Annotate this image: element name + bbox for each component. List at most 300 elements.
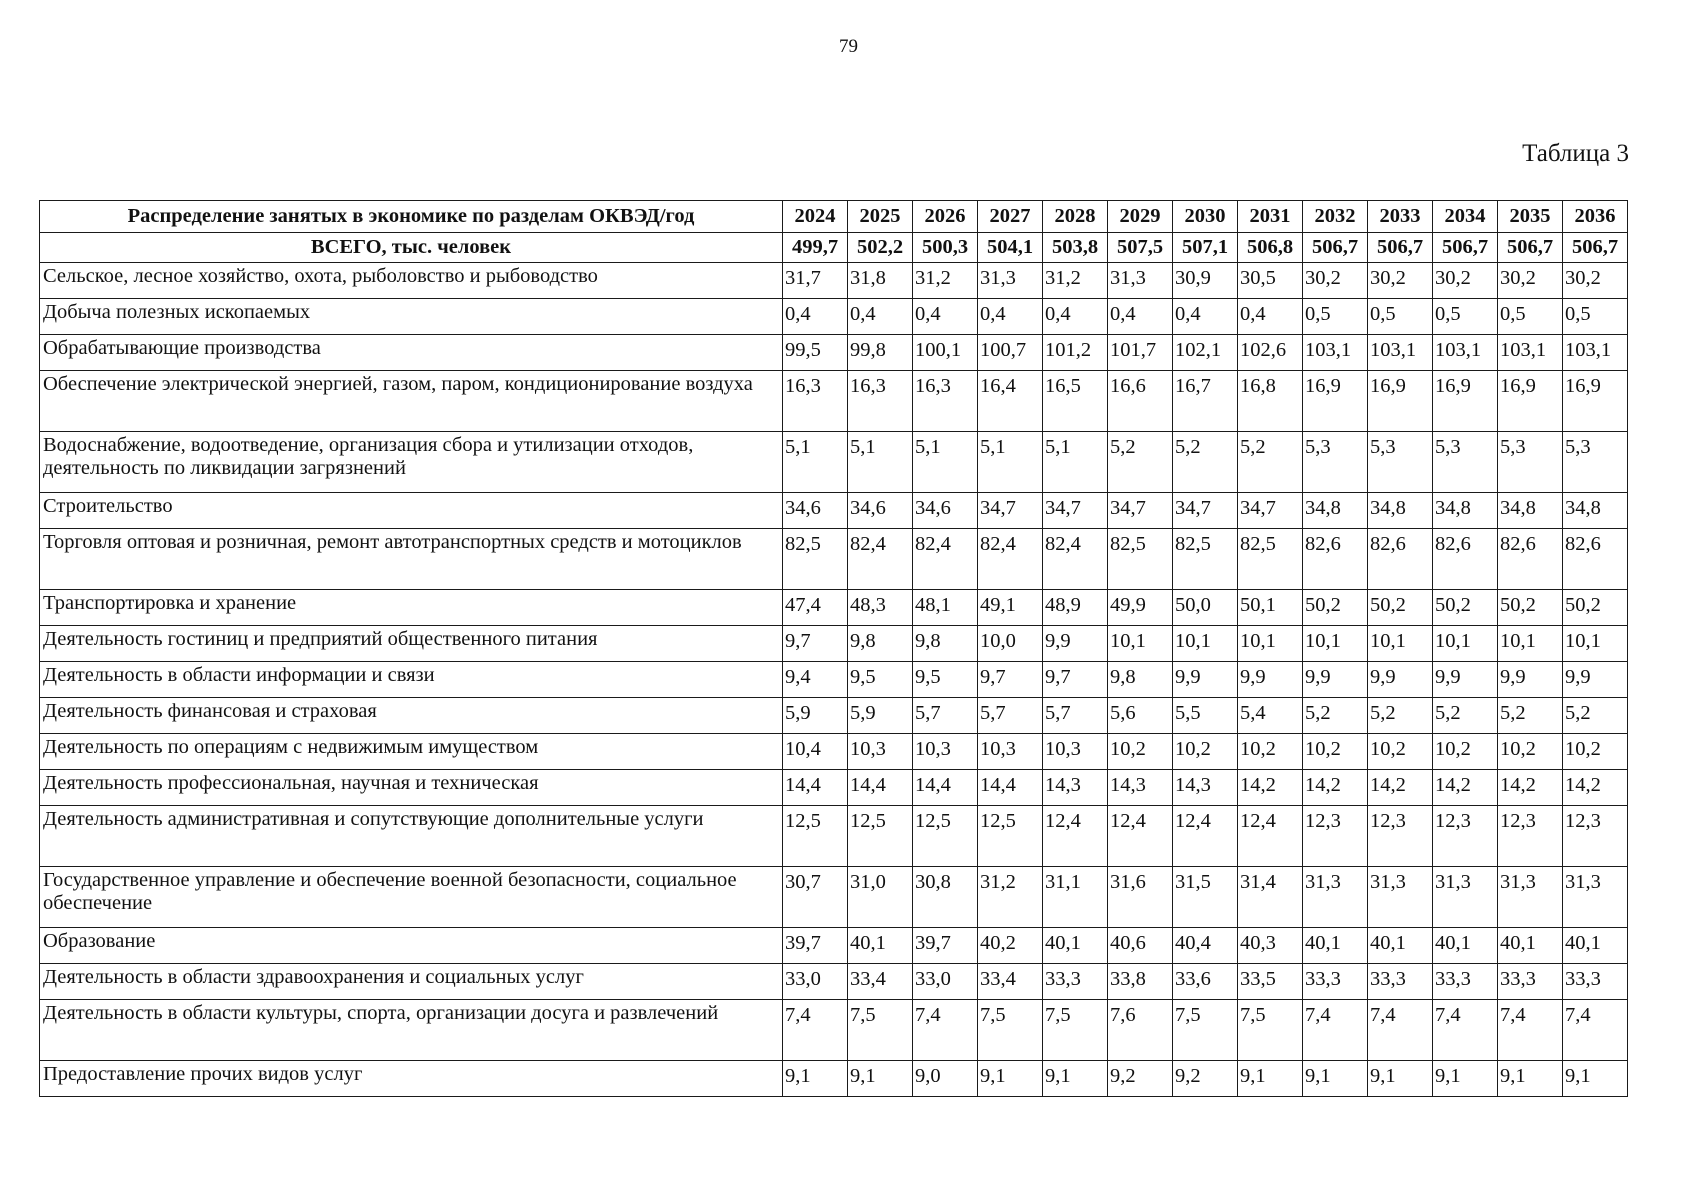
cell-value: 16,9 (1498, 371, 1563, 432)
row-label: Предоставление прочих видов услуг (40, 1061, 783, 1097)
cell-value: 9,9 (1563, 662, 1628, 698)
year-header: 2024 (783, 201, 848, 233)
cell-value: 102,1 (1173, 335, 1238, 371)
cell-value: 10,0 (978, 626, 1043, 662)
cell-value: 103,1 (1433, 335, 1498, 371)
cell-value: 30,2 (1498, 263, 1563, 299)
cell-value: 33,3 (1433, 964, 1498, 1000)
cell-value: 9,5 (848, 662, 913, 698)
cell-value: 40,1 (1303, 928, 1368, 964)
cell-value: 40,2 (978, 928, 1043, 964)
cell-value: 33,4 (848, 964, 913, 1000)
table-row (40, 626, 1628, 662)
cell-value: 7,4 (913, 1000, 978, 1061)
cell-value: 7,5 (978, 1000, 1043, 1061)
cell-value: 12,4 (1043, 806, 1108, 867)
cell-value: 99,8 (848, 335, 913, 371)
cell-value: 39,7 (783, 928, 848, 964)
cell-value: 16,3 (848, 371, 913, 432)
cell-value: 12,5 (913, 806, 978, 867)
cell-value: 31,1 (1043, 867, 1108, 928)
row-label: Деятельность по операциям с недвижимым имуществом (40, 734, 783, 770)
cell-value: 16,6 (1108, 371, 1173, 432)
cell-value: 5,1 (783, 432, 848, 493)
cell-value: 16,9 (1368, 371, 1433, 432)
cell-value: 9,1 (783, 1061, 848, 1097)
cell-value: 9,1 (1498, 1061, 1563, 1097)
row-label: Транспортировка и хранение (40, 590, 783, 626)
cell-value: 5,2 (1303, 698, 1368, 734)
cell-value: 12,4 (1238, 806, 1303, 867)
year-header: 2035 (1498, 201, 1563, 233)
cell-value: 31,3 (1433, 867, 1498, 928)
cell-value: 10,4 (783, 734, 848, 770)
row-label: Деятельность в области культуры, спорта, организации досуга и развлечений (40, 1000, 783, 1061)
page-number: 79 (839, 36, 858, 57)
cell-value: 14,2 (1498, 770, 1563, 806)
cell-value: 5,3 (1303, 432, 1368, 493)
table-row (40, 299, 1628, 335)
cell-value: 14,3 (1108, 770, 1173, 806)
cell-value: 10,1 (1238, 626, 1303, 662)
cell-value: 40,3 (1238, 928, 1303, 964)
cell-value: 5,9 (783, 698, 848, 734)
cell-value: 33,5 (1238, 964, 1303, 1000)
cell-value: 82,4 (848, 529, 913, 590)
year-header: 2032 (1303, 201, 1368, 233)
total-value: 503,8 (1043, 233, 1108, 263)
cell-value: 10,2 (1173, 734, 1238, 770)
cell-value: 10,1 (1303, 626, 1368, 662)
cell-value: 30,2 (1563, 263, 1628, 299)
cell-value: 9,8 (913, 626, 978, 662)
cell-value: 12,5 (783, 806, 848, 867)
cell-value: 10,2 (1238, 734, 1303, 770)
cell-value: 49,9 (1108, 590, 1173, 626)
cell-value: 10,2 (1498, 734, 1563, 770)
cell-value: 30,7 (783, 867, 848, 928)
cell-value: 10,2 (1108, 734, 1173, 770)
table-row (40, 1000, 1628, 1061)
cell-value: 5,1 (913, 432, 978, 493)
cell-value: 40,1 (848, 928, 913, 964)
cell-value: 12,4 (1108, 806, 1173, 867)
cell-value: 5,1 (848, 432, 913, 493)
cell-value: 82,6 (1303, 529, 1368, 590)
cell-value: 9,7 (978, 662, 1043, 698)
total-value: 507,1 (1173, 233, 1238, 263)
cell-value: 14,3 (1173, 770, 1238, 806)
cell-value: 103,1 (1368, 335, 1433, 371)
total-value: 499,7 (783, 233, 848, 263)
cell-value: 82,6 (1563, 529, 1628, 590)
cell-value: 9,1 (1563, 1061, 1628, 1097)
cell-value: 7,5 (1238, 1000, 1303, 1061)
cell-value: 9,2 (1108, 1061, 1173, 1097)
header-label: Распределение занятых в экономике по разделам ОКВЭД/год (40, 201, 783, 233)
cell-value: 16,9 (1303, 371, 1368, 432)
total-label: ВСЕГО, тыс. человек (40, 233, 783, 263)
cell-value: 48,9 (1043, 590, 1108, 626)
cell-value: 14,2 (1433, 770, 1498, 806)
cell-value: 16,9 (1563, 371, 1628, 432)
cell-value: 7,4 (1368, 1000, 1433, 1061)
cell-value: 40,1 (1368, 928, 1433, 964)
cell-value: 10,1 (1433, 626, 1498, 662)
cell-value: 34,8 (1498, 493, 1563, 529)
cell-value: 9,9 (1238, 662, 1303, 698)
cell-value: 82,5 (1238, 529, 1303, 590)
row-label: Добыча полезных ископаемых (40, 299, 783, 335)
cell-value: 0,4 (848, 299, 913, 335)
cell-value: 0,5 (1563, 299, 1628, 335)
cell-value: 102,6 (1238, 335, 1303, 371)
cell-value: 0,5 (1368, 299, 1433, 335)
cell-value: 0,5 (1303, 299, 1368, 335)
cell-value: 9,5 (913, 662, 978, 698)
cell-value: 103,1 (1563, 335, 1628, 371)
cell-value: 9,9 (1368, 662, 1433, 698)
row-label: Сельское, лесное хозяйство, охота, рыболовство и рыбоводство (40, 263, 783, 299)
total-value: 500,3 (913, 233, 978, 263)
cell-value: 5,2 (1433, 698, 1498, 734)
cell-value: 16,7 (1173, 371, 1238, 432)
cell-value: 99,5 (783, 335, 848, 371)
cell-value: 34,7 (1173, 493, 1238, 529)
cell-value: 82,5 (1173, 529, 1238, 590)
cell-value: 50,1 (1238, 590, 1303, 626)
cell-value: 0,4 (913, 299, 978, 335)
year-header: 2026 (913, 201, 978, 233)
cell-value: 14,2 (1368, 770, 1433, 806)
cell-value: 9,9 (1043, 626, 1108, 662)
cell-value: 9,8 (848, 626, 913, 662)
table-row (40, 964, 1628, 1000)
cell-value: 12,3 (1433, 806, 1498, 867)
cell-value: 33,0 (783, 964, 848, 1000)
table-row (40, 928, 1628, 964)
cell-value: 12,5 (848, 806, 913, 867)
cell-value: 12,3 (1563, 806, 1628, 867)
cell-value: 34,6 (783, 493, 848, 529)
cell-value: 34,7 (1108, 493, 1173, 529)
table-row (40, 335, 1628, 371)
table-row (40, 529, 1628, 590)
cell-value: 31,3 (1303, 867, 1368, 928)
cell-value: 40,1 (1433, 928, 1498, 964)
cell-value: 10,2 (1368, 734, 1433, 770)
cell-value: 16,4 (978, 371, 1043, 432)
cell-value: 5,6 (1108, 698, 1173, 734)
year-header: 2029 (1108, 201, 1173, 233)
cell-value: 5,2 (1173, 432, 1238, 493)
cell-value: 10,1 (1368, 626, 1433, 662)
cell-value: 16,8 (1238, 371, 1303, 432)
cell-value: 39,7 (913, 928, 978, 964)
cell-value: 10,2 (1433, 734, 1498, 770)
cell-value: 10,3 (913, 734, 978, 770)
year-header: 2030 (1173, 201, 1238, 233)
cell-value: 9,7 (783, 626, 848, 662)
cell-value: 40,1 (1498, 928, 1563, 964)
cell-value: 16,5 (1043, 371, 1108, 432)
cell-value: 31,2 (913, 263, 978, 299)
row-label: Деятельность гостиниц и предприятий общественного питания (40, 626, 783, 662)
cell-value: 9,9 (1173, 662, 1238, 698)
year-header: 2025 (848, 201, 913, 233)
row-label: Обрабатывающие производства (40, 335, 783, 371)
cell-value: 10,3 (978, 734, 1043, 770)
cell-value: 14,4 (783, 770, 848, 806)
cell-value: 33,3 (1043, 964, 1108, 1000)
cell-value: 9,9 (1433, 662, 1498, 698)
cell-value: 7,5 (1173, 1000, 1238, 1061)
cell-value: 9,2 (1173, 1061, 1238, 1097)
cell-value: 40,1 (1043, 928, 1108, 964)
cell-value: 10,3 (1043, 734, 1108, 770)
cell-value: 7,5 (848, 1000, 913, 1061)
cell-value: 0,4 (1043, 299, 1108, 335)
cell-value: 5,2 (1563, 698, 1628, 734)
cell-value: 16,3 (913, 371, 978, 432)
cell-value: 101,2 (1043, 335, 1108, 371)
table-caption: Таблица 3 (1522, 140, 1629, 167)
cell-value: 82,4 (978, 529, 1043, 590)
row-label: Строительство (40, 493, 783, 529)
cell-value: 31,3 (1108, 263, 1173, 299)
year-header: 2033 (1368, 201, 1433, 233)
cell-value: 12,5 (978, 806, 1043, 867)
cell-value: 5,2 (1108, 432, 1173, 493)
cell-value: 31,0 (848, 867, 913, 928)
cell-value: 82,6 (1433, 529, 1498, 590)
cell-value: 0,4 (1108, 299, 1173, 335)
cell-value: 48,3 (848, 590, 913, 626)
cell-value: 9,9 (1498, 662, 1563, 698)
cell-value: 14,2 (1303, 770, 1368, 806)
cell-value: 5,9 (848, 698, 913, 734)
cell-value: 82,5 (1108, 529, 1173, 590)
cell-value: 10,1 (1173, 626, 1238, 662)
table-row (40, 493, 1628, 529)
cell-value: 9,1 (1238, 1061, 1303, 1097)
cell-value: 10,1 (1498, 626, 1563, 662)
row-label: Деятельность в области информации и связи (40, 662, 783, 698)
cell-value: 7,4 (783, 1000, 848, 1061)
cell-value: 12,3 (1368, 806, 1433, 867)
cell-value: 10,3 (848, 734, 913, 770)
cell-value: 34,7 (978, 493, 1043, 529)
cell-value: 34,7 (1238, 493, 1303, 529)
cell-value: 34,8 (1303, 493, 1368, 529)
cell-value: 50,2 (1563, 590, 1628, 626)
cell-value: 14,4 (848, 770, 913, 806)
cell-value: 31,7 (783, 263, 848, 299)
cell-value: 5,2 (1238, 432, 1303, 493)
cell-value: 9,4 (783, 662, 848, 698)
cell-value: 82,6 (1368, 529, 1433, 590)
cell-value: 103,1 (1303, 335, 1368, 371)
cell-value: 10,2 (1303, 734, 1368, 770)
table-row (40, 806, 1628, 867)
cell-value: 47,4 (783, 590, 848, 626)
table-row (40, 867, 1628, 928)
row-label: Деятельность в области здравоохранения и социальных услуг (40, 964, 783, 1000)
table-row (40, 770, 1628, 806)
cell-value: 7,4 (1303, 1000, 1368, 1061)
cell-value: 9,0 (913, 1061, 978, 1097)
cell-value: 7,4 (1433, 1000, 1498, 1061)
cell-value: 0,5 (1433, 299, 1498, 335)
cell-value: 30,9 (1173, 263, 1238, 299)
cell-value: 31,3 (1368, 867, 1433, 928)
table-row (40, 371, 1628, 432)
cell-value: 30,5 (1238, 263, 1303, 299)
employment-table (39, 200, 1628, 1097)
row-label: Торговля оптовая и розничная, ремонт автотранспортных средств и мотоциклов (40, 529, 783, 590)
cell-value: 12,3 (1498, 806, 1563, 867)
cell-value: 0,4 (978, 299, 1043, 335)
cell-value: 31,3 (1563, 867, 1628, 928)
cell-value: 0,4 (1238, 299, 1303, 335)
header-row (40, 201, 1628, 233)
cell-value: 33,8 (1108, 964, 1173, 1000)
cell-value: 16,3 (783, 371, 848, 432)
total-value: 506,7 (1368, 233, 1433, 263)
cell-value: 5,5 (1173, 698, 1238, 734)
cell-value: 33,6 (1173, 964, 1238, 1000)
year-header: 2027 (978, 201, 1043, 233)
cell-value: 30,2 (1368, 263, 1433, 299)
cell-value: 9,9 (1303, 662, 1368, 698)
cell-value: 9,1 (1368, 1061, 1433, 1097)
cell-value: 31,8 (848, 263, 913, 299)
cell-value: 82,6 (1498, 529, 1563, 590)
cell-value: 50,2 (1368, 590, 1433, 626)
cell-value: 0,4 (783, 299, 848, 335)
total-value: 506,8 (1238, 233, 1303, 263)
total-value: 502,2 (848, 233, 913, 263)
cell-value: 7,5 (1043, 1000, 1108, 1061)
cell-value: 33,3 (1563, 964, 1628, 1000)
cell-value: 5,2 (1368, 698, 1433, 734)
year-header: 2034 (1433, 201, 1498, 233)
year-header: 2031 (1238, 201, 1303, 233)
cell-value: 9,1 (848, 1061, 913, 1097)
cell-value: 5,1 (1043, 432, 1108, 493)
cell-value: 9,1 (1303, 1061, 1368, 1097)
cell-value: 9,1 (978, 1061, 1043, 1097)
cell-value: 40,4 (1173, 928, 1238, 964)
cell-value: 31,3 (978, 263, 1043, 299)
total-value: 504,1 (978, 233, 1043, 263)
cell-value: 31,5 (1173, 867, 1238, 928)
cell-value: 40,6 (1108, 928, 1173, 964)
cell-value: 9,7 (1043, 662, 1108, 698)
cell-value: 34,8 (1433, 493, 1498, 529)
cell-value: 34,7 (1043, 493, 1108, 529)
cell-value: 50,2 (1433, 590, 1498, 626)
cell-value: 5,4 (1238, 698, 1303, 734)
cell-value: 50,0 (1173, 590, 1238, 626)
year-header: 2036 (1563, 201, 1628, 233)
cell-value: 82,5 (783, 529, 848, 590)
row-label: Обеспечение электрической энергией, газом, паром, кондиционирование воздуха (40, 371, 783, 432)
row-label: Государственное управление и обеспечение военной безопасности, социальное обеспечение (40, 867, 783, 928)
table-row (40, 590, 1628, 626)
cell-value: 34,6 (913, 493, 978, 529)
total-value: 506,7 (1563, 233, 1628, 263)
cell-value: 31,2 (1043, 263, 1108, 299)
cell-value: 33,4 (978, 964, 1043, 1000)
year-header: 2028 (1043, 201, 1108, 233)
cell-value: 31,6 (1108, 867, 1173, 928)
table-row (40, 1061, 1628, 1097)
cell-value: 5,1 (978, 432, 1043, 493)
row-label: Водоснабжение, водоотведение, организация сбора и утилизации отходов, деятельность по ликвидации загрязнений (40, 432, 783, 493)
cell-value: 10,1 (1108, 626, 1173, 662)
cell-value: 31,3 (1498, 867, 1563, 928)
cell-value: 10,2 (1563, 734, 1628, 770)
total-value: 507,5 (1108, 233, 1173, 263)
cell-value: 31,4 (1238, 867, 1303, 928)
cell-value: 33,3 (1368, 964, 1433, 1000)
table-row (40, 432, 1628, 493)
cell-value: 48,1 (913, 590, 978, 626)
cell-value: 82,4 (1043, 529, 1108, 590)
cell-value: 10,1 (1563, 626, 1628, 662)
cell-value: 82,4 (913, 529, 978, 590)
cell-value: 14,2 (1563, 770, 1628, 806)
table-row (40, 734, 1628, 770)
cell-value: 14,3 (1043, 770, 1108, 806)
cell-value: 34,6 (848, 493, 913, 529)
cell-value: 103,1 (1498, 335, 1563, 371)
cell-value: 100,7 (978, 335, 1043, 371)
cell-value: 14,4 (913, 770, 978, 806)
row-label: Деятельность финансовая и страховая (40, 698, 783, 734)
row-label: Деятельность профессиональная, научная и техническая (40, 770, 783, 806)
cell-value: 5,2 (1498, 698, 1563, 734)
cell-value: 50,2 (1498, 590, 1563, 626)
cell-value: 100,1 (913, 335, 978, 371)
cell-value: 9,1 (1043, 1061, 1108, 1097)
table-row (40, 263, 1628, 299)
cell-value: 30,2 (1433, 263, 1498, 299)
cell-value: 14,2 (1238, 770, 1303, 806)
cell-value: 30,8 (913, 867, 978, 928)
cell-value: 7,4 (1498, 1000, 1563, 1061)
cell-value: 31,2 (978, 867, 1043, 928)
cell-value: 12,3 (1303, 806, 1368, 867)
cell-value: 7,4 (1563, 1000, 1628, 1061)
cell-value: 7,6 (1108, 1000, 1173, 1061)
total-value: 506,7 (1498, 233, 1563, 263)
total-row (40, 233, 1628, 263)
cell-value: 5,3 (1433, 432, 1498, 493)
cell-value: 5,7 (978, 698, 1043, 734)
cell-value: 9,8 (1108, 662, 1173, 698)
cell-value: 0,4 (1173, 299, 1238, 335)
row-label: Образование (40, 928, 783, 964)
cell-value: 0,5 (1498, 299, 1563, 335)
cell-value: 34,8 (1563, 493, 1628, 529)
cell-value: 9,1 (1433, 1061, 1498, 1097)
cell-value: 40,1 (1563, 928, 1628, 964)
cell-value: 14,4 (978, 770, 1043, 806)
cell-value: 5,7 (913, 698, 978, 734)
cell-value: 30,2 (1303, 263, 1368, 299)
